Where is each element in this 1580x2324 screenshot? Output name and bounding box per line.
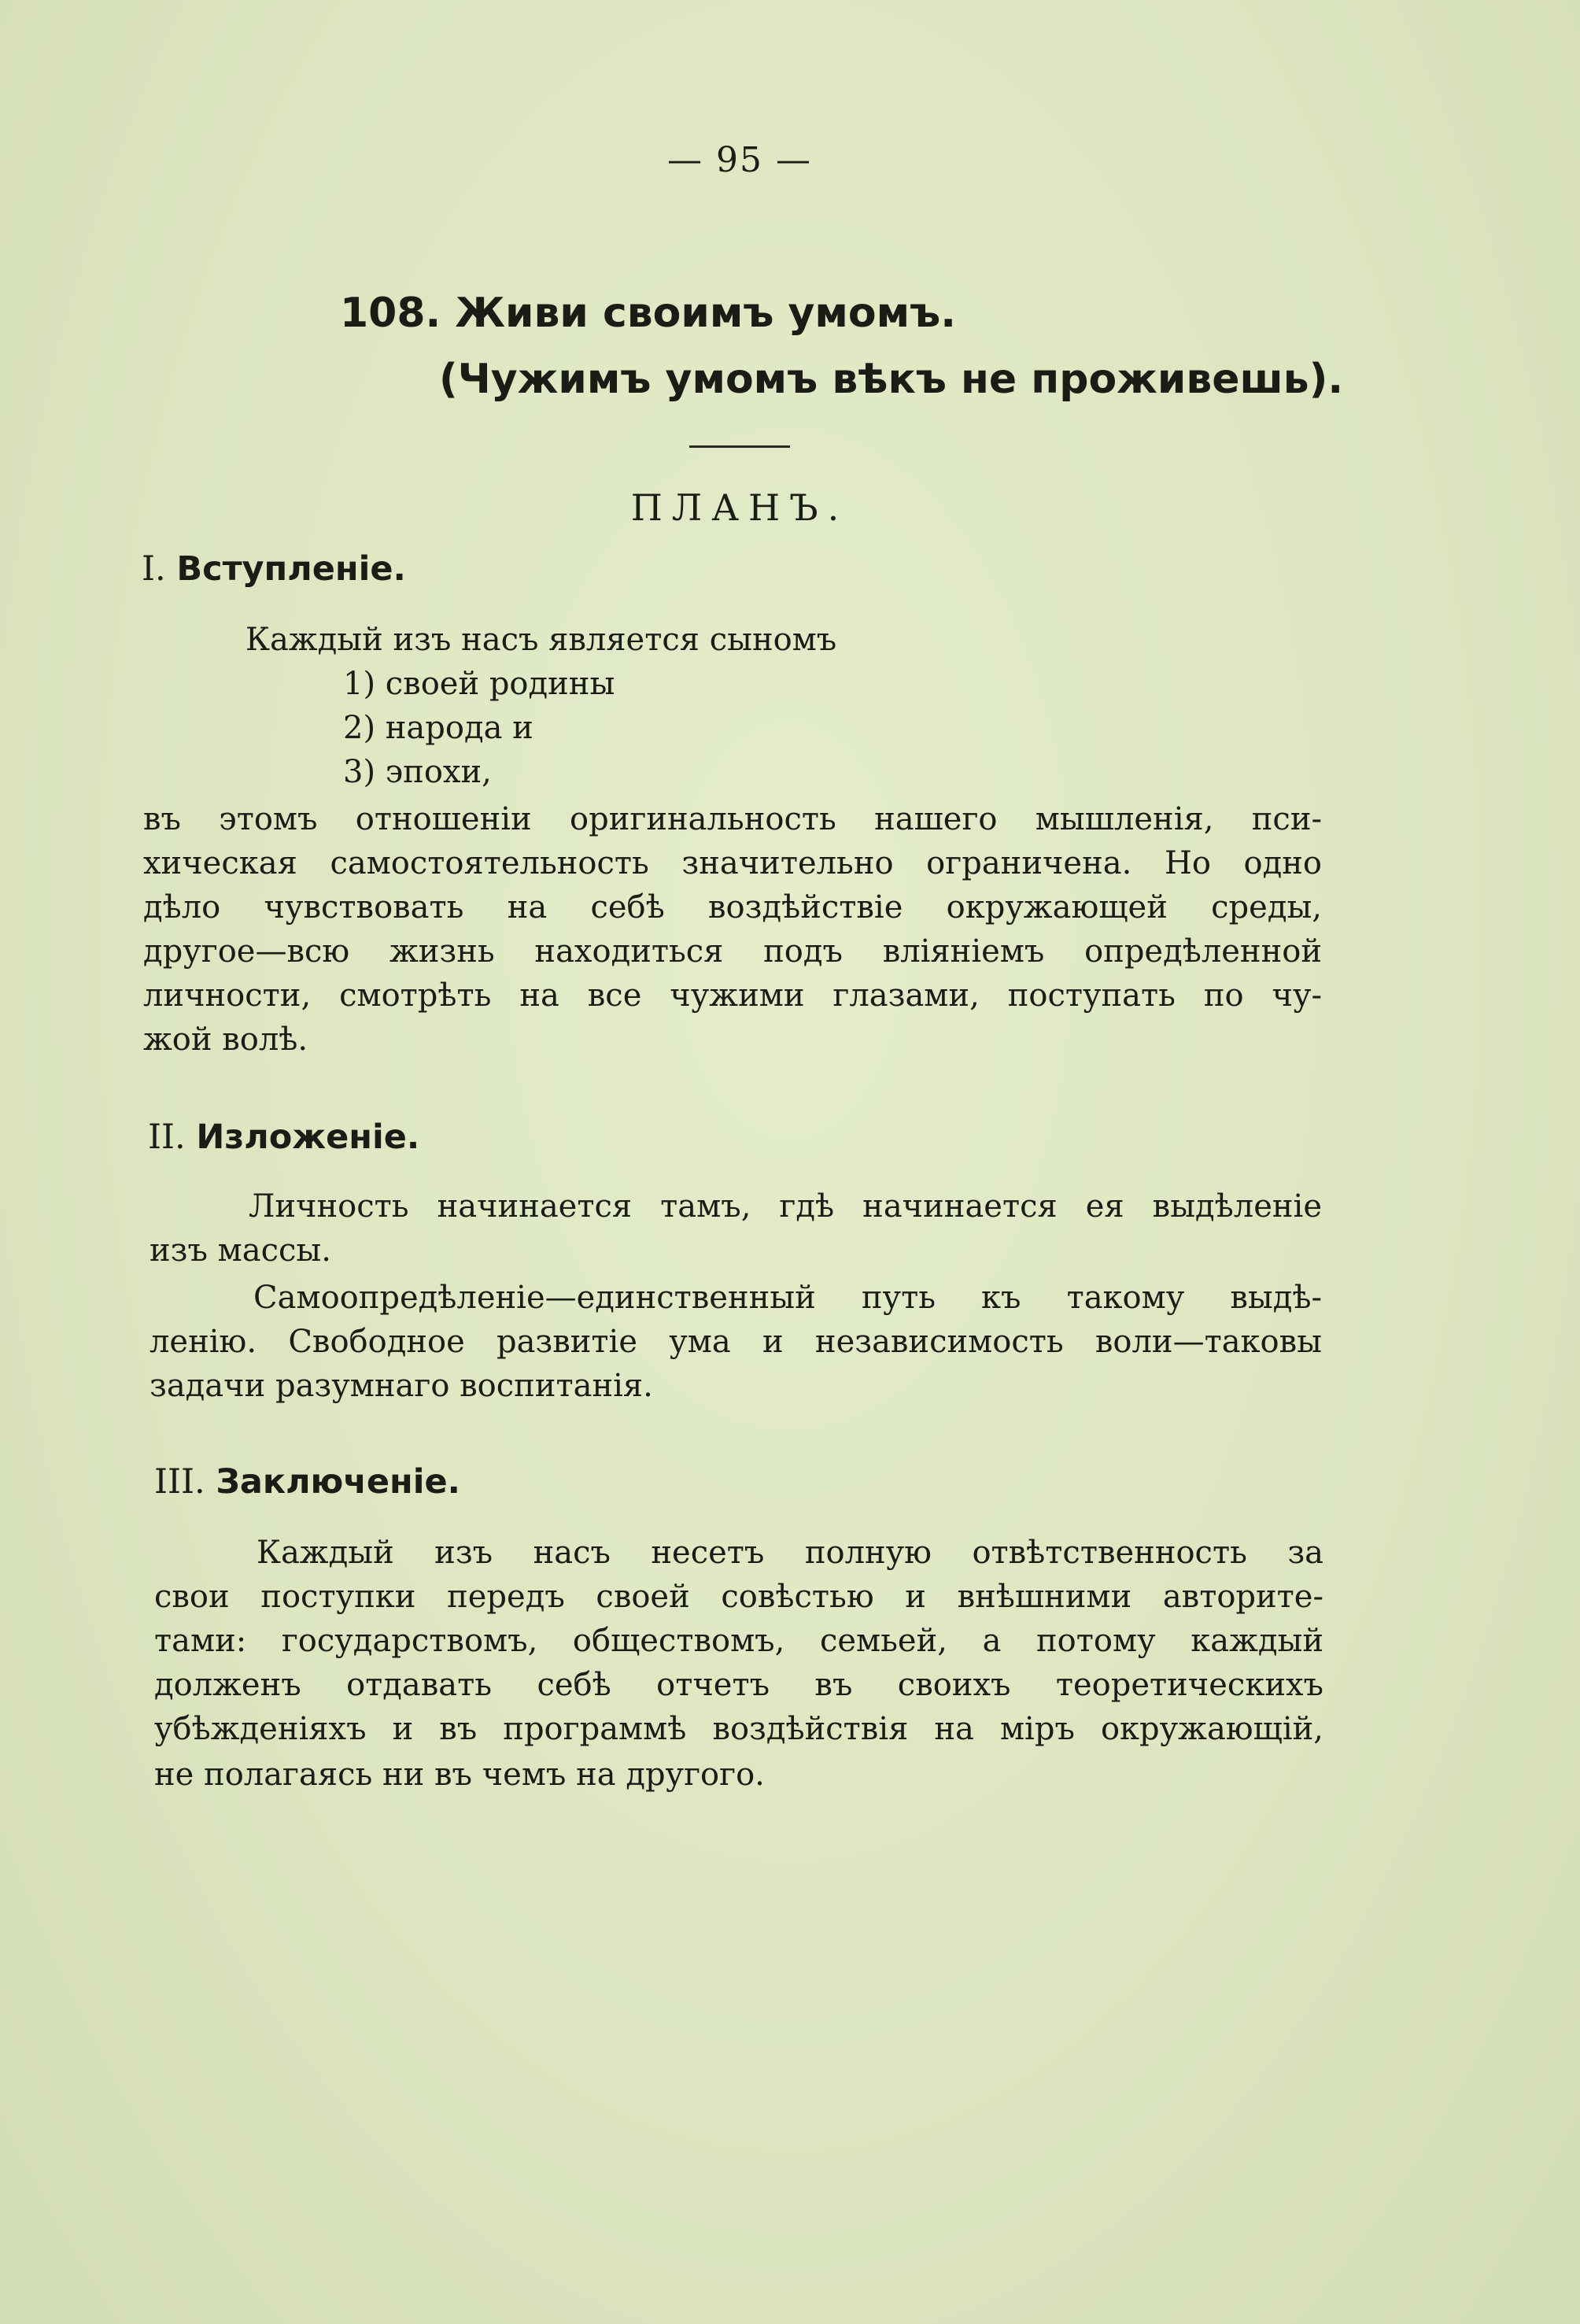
text-line: жой волѣ. — [143, 1022, 308, 1058]
text-line: личности, смотрѣть на все чужими глазами, поступать по чу- — [143, 977, 1322, 1014]
section-heading-exposition — [148, 1118, 419, 1157]
list-item: 2) народа и — [343, 710, 533, 746]
text-line: другое—всю жизнь находиться подъ вліяніемъ опредѣленной — [143, 933, 1322, 970]
text-line: Каждый изъ насъ является сыномъ — [245, 622, 837, 658]
text-line: ленію. Свободное развитіе ума и независимость воли—таковы — [150, 1324, 1322, 1360]
section-number: I. — [142, 549, 166, 589]
section-name: Вступленіе. — [176, 549, 406, 589]
section-number: III. — [154, 1462, 205, 1502]
text-line: убѣжденіяхъ и въ программѣ воздѣйствія на міръ окружающій, — [154, 1711, 1323, 1747]
chapter-title: 108. Живи своимъ умомъ. — [340, 290, 956, 337]
text-line: свои поступки передъ своей совѣстью и внѣшними авторите- — [154, 1579, 1323, 1615]
list-item: 3) эпохи, — [343, 754, 492, 790]
text-line: дѣло чувствовать на себѣ воздѣйствіе окружающей среды, — [143, 889, 1322, 926]
text-line: не полагаясь ни въ чемъ на другого. — [154, 1757, 765, 1793]
section-name: Заключеніе. — [216, 1462, 460, 1502]
page-number: — 95 — — [667, 140, 812, 180]
section-name: Изложеніе. — [196, 1118, 420, 1157]
text-line: Самоопредѣленіе—единственный путь къ такому выдѣ- — [253, 1280, 1322, 1316]
list-item: 1) своей родины — [343, 666, 615, 702]
section-heading-conclusion — [154, 1462, 460, 1502]
text-line: Личность начинается тамъ, гдѣ начинается ея выдѣленіе — [249, 1188, 1322, 1225]
chapter-subtitle: (Чужимъ умомъ вѣкъ не проживешь). — [439, 356, 1344, 403]
title-divider — [689, 445, 790, 448]
text-line: въ этомъ отношеніи оригинальность нашего мышленія, пси- — [143, 801, 1322, 837]
text-line: хическая самостоятельность значительно ограничена. Но одно — [143, 845, 1322, 881]
text-line: изъ массы. — [150, 1232, 331, 1269]
text-line: тами: государствомъ, обществомъ, семьей, а потому каждый — [154, 1623, 1323, 1659]
plan-heading: ПЛАНЪ. — [630, 486, 849, 529]
section-number: II. — [148, 1118, 186, 1157]
text-line: задачи разумнаго воспитанія. — [150, 1368, 653, 1404]
section-heading-introduction — [142, 549, 406, 589]
text-line: долженъ отдавать себѣ отчетъ въ своихъ теоретическихъ — [154, 1667, 1323, 1703]
text-line: Каждый изъ насъ несетъ полную отвѣтственность за — [257, 1535, 1323, 1571]
